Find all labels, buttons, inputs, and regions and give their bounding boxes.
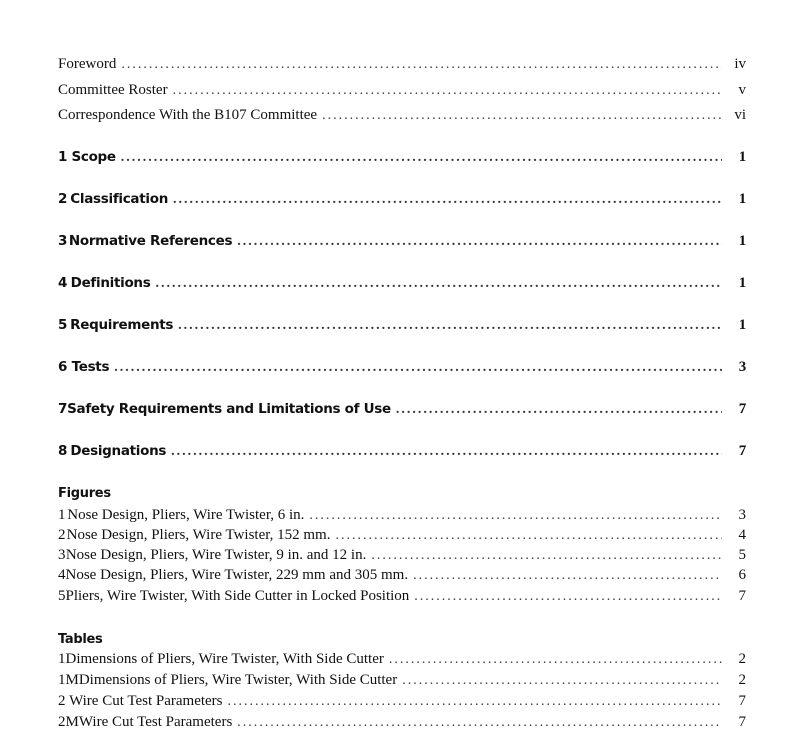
dot-leader [171,444,722,460]
section-number: 3 [58,233,68,249]
dot-leader [173,192,722,208]
toc-entry-title: Committee Roster [58,82,168,98]
toc-entry-foreword[interactable] [58,56,746,73]
table-page: 7 [738,693,746,709]
dot-leader [335,528,722,544]
section-title: Definitions [70,275,151,291]
table-page: 2 [738,672,746,688]
dot-leader [237,715,722,731]
section-title: Safety Requirements and Limitations of Use [67,401,391,417]
section-number: 8 [58,443,68,459]
toc-figure-5[interactable] [58,588,746,605]
section-page: 1 [738,317,746,333]
table-number: 2M [58,714,79,730]
table-title: Dimensions of Pliers, Wire Twister, With Side Cutter [78,672,398,688]
section-number: 7 [58,401,68,417]
toc-section-designations[interactable] [58,443,746,460]
toc-entry-committee-roster[interactable] [58,82,746,99]
section-page: 3 [738,359,746,375]
dot-leader [414,589,722,605]
dot-leader [389,652,722,668]
dot-leader [228,694,722,710]
dot-leader [371,548,722,564]
toc-section-normative-references[interactable] [58,233,746,250]
toc-table-2m[interactable] [58,714,746,731]
section-page: 1 [738,233,746,249]
figure-title: Nose Design, Pliers, Wire Twister, 229 mm and 305 mm. [65,567,409,583]
figures-heading: Figures [58,486,111,501]
figure-title: Pliers, Wire Twister, With Side Cutter in Locked Position [65,588,410,604]
figure-title: Nose Design, Pliers, Wire Twister, 9 in. and 12 in. [65,547,367,563]
toc-figure-1[interactable] [58,507,746,524]
figure-page: 6 [738,567,746,583]
toc-section-scope[interactable] [58,149,746,166]
toc-section-classification[interactable] [58,191,746,208]
section-title: Tests [71,359,110,375]
dot-leader [121,57,722,73]
toc-entry-title: Correspondence With the B107 Committee [58,107,318,123]
toc-entry-page: iv [734,56,746,72]
toc-section-safety-requirements[interactable] [58,401,746,418]
table-title: Wire Cut Test Parameters [69,693,223,709]
toc-figure-4[interactable] [58,567,746,584]
section-page: 7 [738,443,746,459]
table-number: 1M [58,672,79,688]
toc-section-definitions[interactable] [58,275,746,292]
section-title: Requirements [70,317,174,333]
table-title: Dimensions of Pliers, Wire Twister, With Side Cutter [65,651,384,667]
dot-leader [121,150,722,166]
dot-leader [173,83,722,99]
section-page: 1 [738,149,746,165]
section-number: 5 [58,317,68,333]
figure-page: 3 [738,507,746,523]
table-page: 7 [738,714,746,730]
dot-leader [237,234,722,250]
toc-entry-page: vi [734,107,746,123]
section-number: 4 [58,275,68,291]
toc-table-1[interactable] [58,651,746,668]
figure-number: 1 [58,507,66,523]
dot-leader [155,276,722,292]
toc-entry-correspondence[interactable] [58,107,746,124]
toc-entry-page: v [738,82,746,98]
figure-title: Nose Design, Pliers, Wire Twister, 152 mm. [66,527,331,543]
toc-section-tests[interactable] [58,359,746,376]
dot-leader [309,508,722,524]
figure-page: 4 [738,527,746,543]
section-title: Scope [71,149,116,165]
dot-leader [402,673,722,689]
table-number: 2 [58,693,66,709]
dot-leader [413,568,722,584]
dot-leader [322,108,722,124]
figure-number: 3 [58,547,66,563]
toc-section-requirements[interactable] [58,317,746,334]
tables-heading: Tables [58,632,103,647]
toc-table-1m[interactable] [58,672,746,689]
figure-number: 4 [58,567,66,583]
figure-number: 2 [58,527,66,543]
table-title: Wire Cut Test Parameters [78,714,233,730]
section-number: 2 [58,191,68,207]
table-number: 1 [58,651,66,667]
section-page: 7 [738,401,746,417]
figure-page: 5 [738,547,746,563]
figure-number: 5 [58,588,66,604]
figure-page: 7 [738,588,746,604]
section-number: 1 [58,149,68,165]
figure-title: Nose Design, Pliers, Wire Twister, 6 in. [67,507,305,523]
section-page: 1 [738,275,746,291]
dot-leader [396,402,722,418]
section-title: Normative References [68,233,233,249]
toc-table-2[interactable] [58,693,746,710]
toc-figure-3[interactable] [58,547,746,564]
toc-figure-2[interactable] [58,527,746,544]
dot-leader [178,318,722,334]
toc-entry-title: Foreword [58,56,117,72]
dot-leader [114,360,722,376]
table-page: 2 [738,651,746,667]
section-title: Classification [70,191,169,207]
section-title: Designations [70,443,167,459]
section-page: 1 [738,191,746,207]
section-number: 6 [58,359,68,375]
